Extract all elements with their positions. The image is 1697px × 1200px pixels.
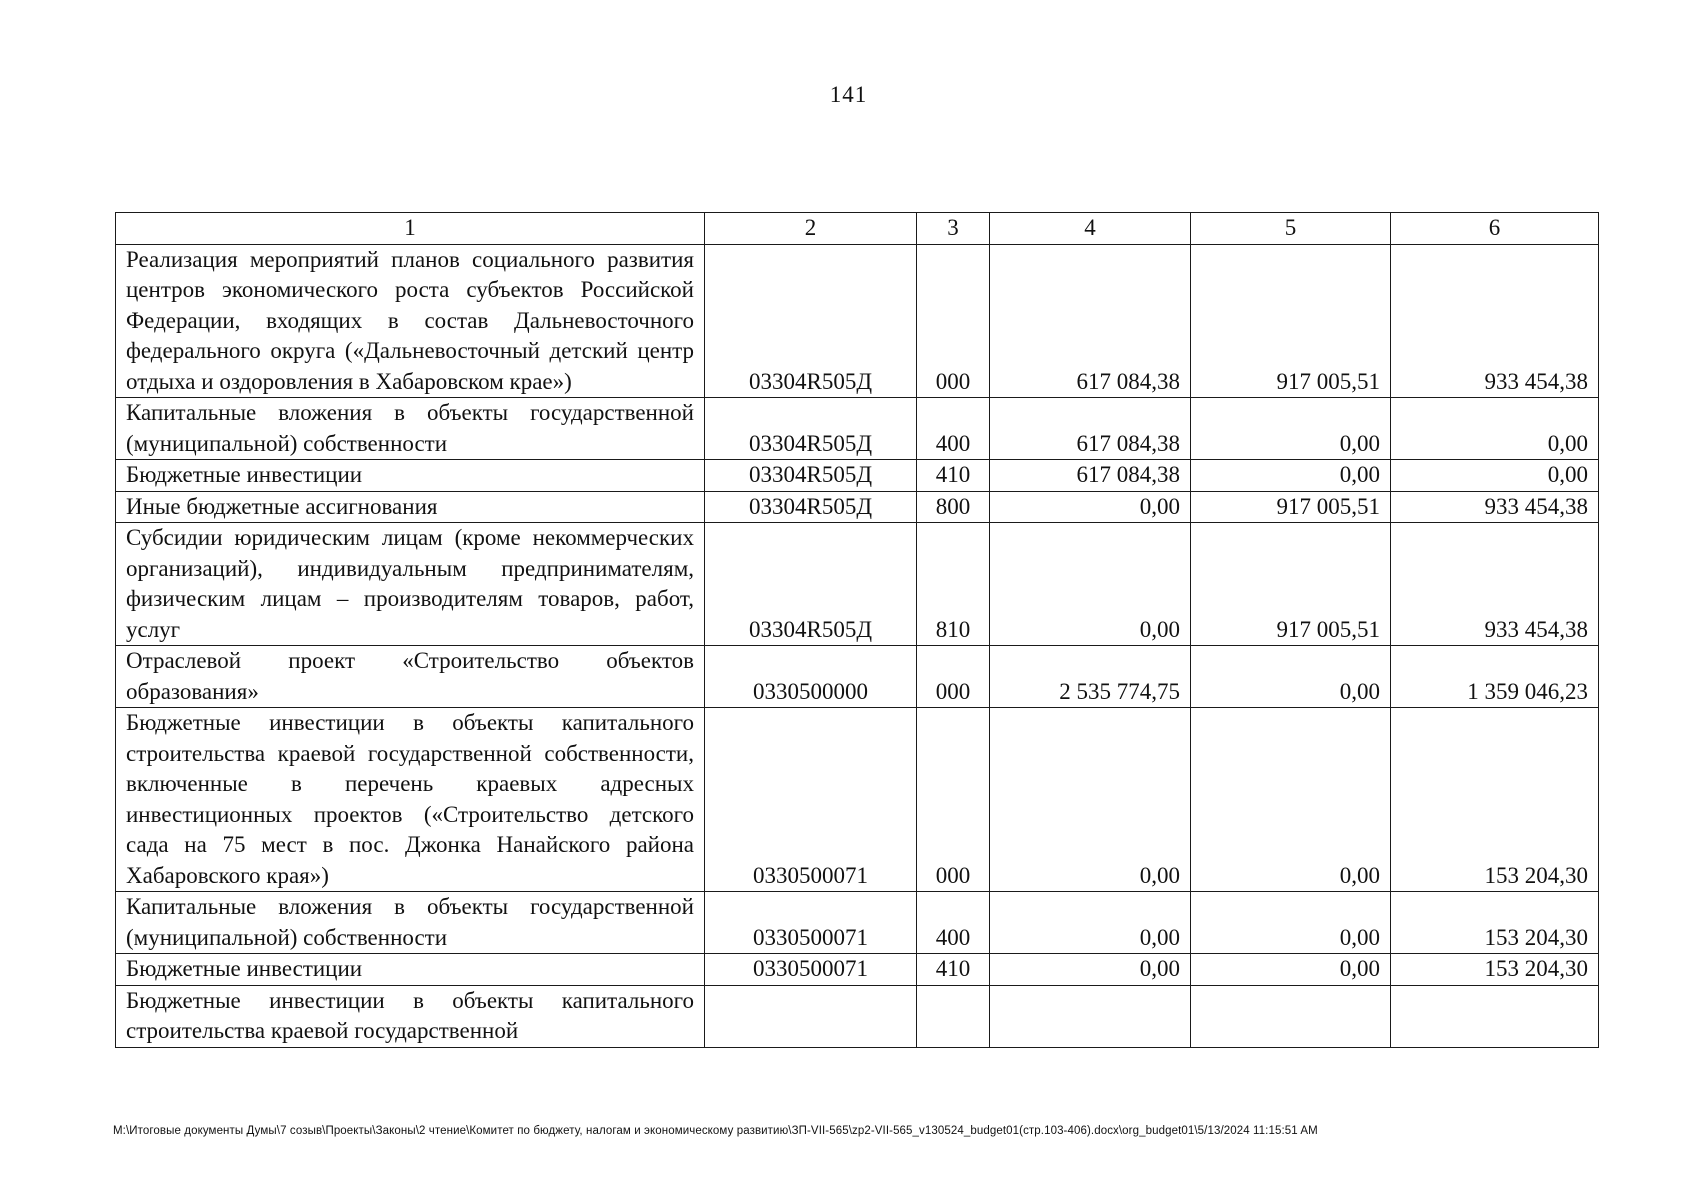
table-row	[116, 892, 1599, 954]
table-row	[116, 460, 1599, 492]
header-cell: 1	[116, 213, 705, 245]
row-name-cell: Капитальные вложения в объекты государственной (муниципальной) собственности	[116, 892, 705, 954]
amount-col4-cell: 2 535 774,75	[990, 646, 1191, 708]
amount-col5-cell: 0,00	[1191, 708, 1391, 892]
amount-col4-cell: 617 084,38	[990, 460, 1191, 492]
amount-col6-cell: 153 204,30	[1391, 892, 1599, 954]
row-name-cell: Бюджетные инвестиции	[116, 460, 705, 492]
row-name-cell: Бюджетные инвестиции в объекты капитального строительства краевой государственной собственности, включенные в перечень краевых адресных инвестиционных проектов («Строительство детского сада на 75 мест в пос. Джонка Нанайского района Хабаровского края»)	[116, 708, 705, 892]
amount-col5-cell: 917 005,51	[1191, 244, 1391, 398]
amount-col4-cell: 0,00	[990, 954, 1191, 986]
expense-type-cell: 810	[917, 523, 990, 646]
amount-col6-cell: 0,00	[1391, 460, 1599, 492]
amount-col5-cell: 0,00	[1191, 398, 1391, 460]
target-article-code-cell: 0330500000	[705, 646, 917, 708]
row-name-cell: Отраслевой проект «Строительство объектов образования»	[116, 646, 705, 708]
footer-file-path: M:\Итоговые документы Думы\7 созыв\Проекты\Законы\2 чтение\Комитет по бюджету, налогам и экономическому развитию\ЗП-VII-565\zp2-VII-565_v130524_budget01(стр.103-406).docx\org_budget01\5/13/2024 11:15:51 AM	[113, 1125, 1318, 1137]
budget-table	[115, 212, 1599, 1048]
expense-type-cell: 800	[917, 491, 990, 523]
amount-col5-cell: 0,00	[1191, 646, 1391, 708]
amount-col4-cell: 617 084,38	[990, 398, 1191, 460]
amount-col4-cell	[990, 985, 1191, 1047]
page-number: 141	[829, 82, 868, 107]
amount-col4-cell: 0,00	[990, 523, 1191, 646]
target-article-code-cell: 03304R505Д	[705, 523, 917, 646]
table-row	[116, 708, 1599, 892]
amount-col6-cell: 933 454,38	[1391, 491, 1599, 523]
amount-col5-cell: 0,00	[1191, 460, 1391, 492]
expense-type-cell: 400	[917, 398, 990, 460]
row-name-cell: Бюджетные инвестиции	[116, 954, 705, 986]
amount-col5-cell: 0,00	[1191, 892, 1391, 954]
row-name-cell: Бюджетные инвестиции в объекты капитального строительства краевой государственной	[116, 985, 705, 1047]
table-header-row	[116, 213, 1599, 245]
amount-col6-cell: 0,00	[1391, 398, 1599, 460]
table-row	[116, 646, 1599, 708]
header-cell: 4	[990, 213, 1191, 245]
row-name-cell: Капитальные вложения в объекты государственной (муниципальной) собственности	[116, 398, 705, 460]
amount-col6-cell: 933 454,38	[1391, 523, 1599, 646]
amount-col6-cell: 153 204,30	[1391, 954, 1599, 986]
amount-col6-cell: 933 454,38	[1391, 244, 1599, 398]
target-article-code-cell: 03304R505Д	[705, 398, 917, 460]
table-row	[116, 985, 1599, 1047]
expense-type-cell	[917, 985, 990, 1047]
amount-col5-cell	[1191, 985, 1391, 1047]
amount-col5-cell: 917 005,51	[1191, 491, 1391, 523]
table-row	[116, 954, 1599, 986]
row-name-cell: Иные бюджетные ассигнования	[116, 491, 705, 523]
header-cell: 6	[1391, 213, 1599, 245]
expense-type-cell: 000	[917, 244, 990, 398]
expense-type-cell: 000	[917, 708, 990, 892]
header-cell: 3	[917, 213, 990, 245]
target-article-code-cell	[705, 985, 917, 1047]
row-name-cell: Реализация мероприятий планов социального развития центров экономического роста субъектов Российской Федерации, входящих в состав Дальневосточного федерального округа («Дальневосточный детский центр отдыха и оздоровления в Хабаровском крае»)	[116, 244, 705, 398]
expense-type-cell: 000	[917, 646, 990, 708]
amount-col6-cell	[1391, 985, 1599, 1047]
amount-col4-cell: 0,00	[990, 491, 1191, 523]
expense-type-cell: 410	[917, 954, 990, 986]
amount-col4-cell: 617 084,38	[990, 244, 1191, 398]
target-article-code-cell: 03304R505Д	[705, 460, 917, 492]
header-cell: 2	[705, 213, 917, 245]
table-row	[116, 398, 1599, 460]
amount-col4-cell: 0,00	[990, 892, 1191, 954]
target-article-code-cell: 0330500071	[705, 892, 917, 954]
expense-type-cell: 410	[917, 460, 990, 492]
amount-col5-cell: 917 005,51	[1191, 523, 1391, 646]
amount-col5-cell: 0,00	[1191, 954, 1391, 986]
expense-type-cell: 400	[917, 892, 990, 954]
table-row	[116, 523, 1599, 646]
table-row	[116, 491, 1599, 523]
amount-col6-cell: 1 359 046,23	[1391, 646, 1599, 708]
target-article-code-cell: 0330500071	[705, 708, 917, 892]
amount-col4-cell: 0,00	[990, 708, 1191, 892]
target-article-code-cell: 03304R505Д	[705, 244, 917, 398]
row-name-cell: Субсидии юридическим лицам (кроме некоммерческих организаций), индивидуальным предпринимателям, физическим лицам – производителям товаров, работ, услуг	[116, 523, 705, 646]
table-row	[116, 244, 1599, 398]
target-article-code-cell: 0330500071	[705, 954, 917, 986]
header-cell: 5	[1191, 213, 1391, 245]
amount-col6-cell: 153 204,30	[1391, 708, 1599, 892]
target-article-code-cell: 03304R505Д	[705, 491, 917, 523]
